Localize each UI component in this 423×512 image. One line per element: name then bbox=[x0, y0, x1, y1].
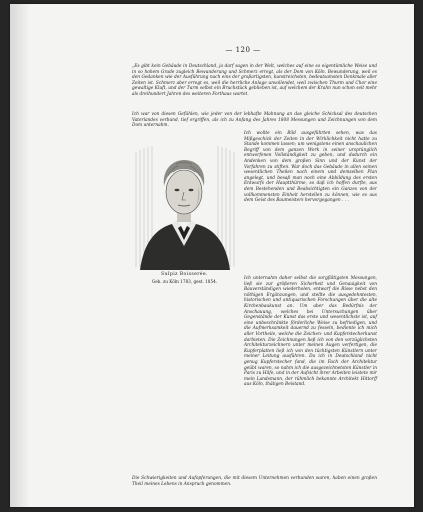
paragraph-intro: „Es gibt kein Gebäude in Deutschland, ja darf sagen in der Welt, welches auf eine so eigentümliche Weise und in so hohem Grade zugleich Bewunderung und Schmerz erregt, als der Dom von Köln. Bewunderung, weil es den Gedanken wie der Ausführung nach eins der großartigsten, kunstreichsten, bedeutsamsten Denkmale aller Zeiten ist. Schmerz aber erregt es, weil die herrliche Anlage unvollendet, weil zwischen Thurm und Chor eine gewaltige Kluft, und der Turm selbst ein Bruchstück geblieben ist, auf welchem der Krahn nun schon seit mehr als dreihundert Jahren des weiteren Forthaus wartet. bbox=[132, 64, 377, 97]
page-number: — 120 — bbox=[225, 46, 261, 54]
book-page bbox=[10, 4, 414, 507]
paragraph-measurements-continued: Ich wollte ein Bild ausgeführten sehen, was das Mißgeschick der Zeiten in der Wirklichkeit nicht hatte zu Stande kommen lassen; um wenigstens einen anschaulichen Begriff von dem ganzen Werk in seiner ursprünglich entworfenen Vollständigkeit zu geben, und dadurch ein Andenken von dem großen Sinn und der Kunst der Vorfahren zu stiften. War doch das Gebäude in allen seinen wesentlichen Theilen nach einem und demselben Plan angelegt, und besaß man noch eine Abbildung des ersten Entwurfs der Hauptthürme, so daß ich hoffen durfte, aus dem Bestehenden und Beabsichtigten ein Ganzes von der vollkommensten Einheit herstellen zu können, wie es aus dem Geist des Baumeisters hervorgegangen . . . bbox=[244, 131, 377, 204]
paragraph-measurements-intro: Ich war von diesen Gefühlen, wie jeder von der lebhafte Mahnung an das gleiche Schicksal des deutschen Vaterlandes verbund, tief ergriffen, als ich zu Anfang des Jahres 1808 Messungen und Zeichnungen von dem Dom unternahm. bbox=[132, 112, 377, 129]
paragraph-studies: Ich unternahm daher selbst die sorgfältigsten Messungen, ließ sie zur größeren Sicherheit und Genauigkeit von Bauverständigen wiederholen, entwarf die Risse nebst den nöthigen Ergänzungen, und stellte die ausgedehntesten, historischen und antiquarischen Forschungen über die alte Kirchenbaukunst an. Um aber das Bedürfnis der Anschauung, welches bei Untersuchungen über Gegenstände der Kunst das erste und wesentlichste ist, auf eine unbeschränkte förderliche Weise zu befriedigen, und die Aufmerksamkeit dauernd zu fesseln, bediente ich mich aller Vortheile, welche die Zeichen- und Kupferstecherkunst darbieten. Die Zeichnungen ließ ich von den vorzüglichsten Architekturzeichnern unter meinen Augen verfertigen, die Kupferplatten ließ ich von den tüchtigsten Künstlern unter meiner Leitung ausführen. Da ich in Deutschland nicht genug Kupferstecher fand, die im Fach der Architektur geübt waren, so nahm ich die ausgezeichnetsten Künstler in Paris zu Hilfe, und in der Aufsicht ihrer Arbeiten leistete mir mein Landsmann, der rühmlich bekannte Architekt Hittorff aus Köln, thätigen Beistand. bbox=[244, 276, 377, 388]
paragraph-closing: Die Schwierigkeiten und Aufopferungen, die mit diesem Unternehmen verbunden waren, haben einen großen Theil meines Lebens in Anspruch genommen. bbox=[132, 476, 377, 487]
page-binding-edge bbox=[10, 4, 30, 507]
portrait-caption-dates: Geb. zu Köln 1783, gest. 1854. bbox=[151, 279, 218, 284]
portrait-engraving bbox=[132, 142, 237, 270]
portrait-caption-name: Sulpiz Boisserée. bbox=[161, 272, 208, 277]
